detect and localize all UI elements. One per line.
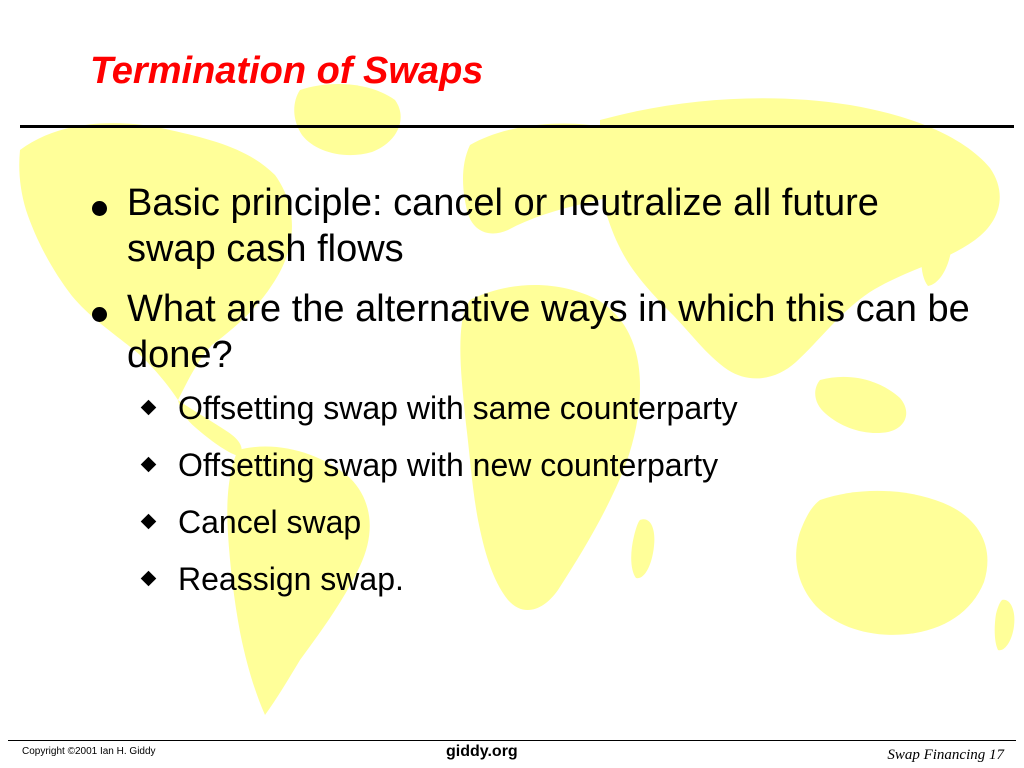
- diamond-bullet-icon: [141, 400, 157, 416]
- sub-bullet-text: Offsetting swap with new counterparty: [178, 447, 719, 483]
- sub-bullet-reassign-swap: [135, 559, 970, 599]
- sub-bullet-cancel-swap: [135, 502, 970, 542]
- sub-bullet-text: Reassign swap.: [178, 561, 404, 597]
- sub-bullet-text: Cancel swap: [178, 504, 362, 540]
- filled-circle-bullet-icon: [92, 307, 107, 322]
- sub-bullet-offset-new-counterparty: [135, 445, 970, 485]
- diamond-bullet-icon: [141, 571, 157, 587]
- footer-page-label: Swap Financing 17: [887, 747, 1004, 763]
- diamond-bullet-icon: [141, 514, 157, 530]
- sub-bullet-text: Offsetting swap with same counterparty: [178, 390, 738, 426]
- title-divider: [20, 125, 1014, 128]
- diamond-bullet-icon: [141, 457, 157, 473]
- bullet-text: Basic principle: cancel or neutralize all future swap cash flows: [127, 182, 879, 270]
- footer-copyright: Copyright ©2001 Ian H. Giddy: [22, 746, 156, 757]
- sub-bullet-list: [127, 388, 970, 599]
- slide-title: Termination of Swaps: [90, 50, 484, 92]
- bullet-list: [90, 180, 970, 616]
- bullet-item-alternative-ways: [90, 286, 970, 599]
- footer-site-name: giddy.org: [446, 743, 518, 760]
- sub-bullet-offset-same-counterparty: [135, 388, 970, 428]
- new-zealand-shape: [995, 600, 1015, 650]
- greenland-shape: [294, 84, 400, 155]
- bullet-text: What are the alternative ways in which this can be done?: [127, 288, 970, 376]
- footer-divider: [8, 740, 1016, 741]
- filled-circle-bullet-icon: [92, 201, 107, 216]
- bullet-item-basic-principle: [90, 180, 970, 272]
